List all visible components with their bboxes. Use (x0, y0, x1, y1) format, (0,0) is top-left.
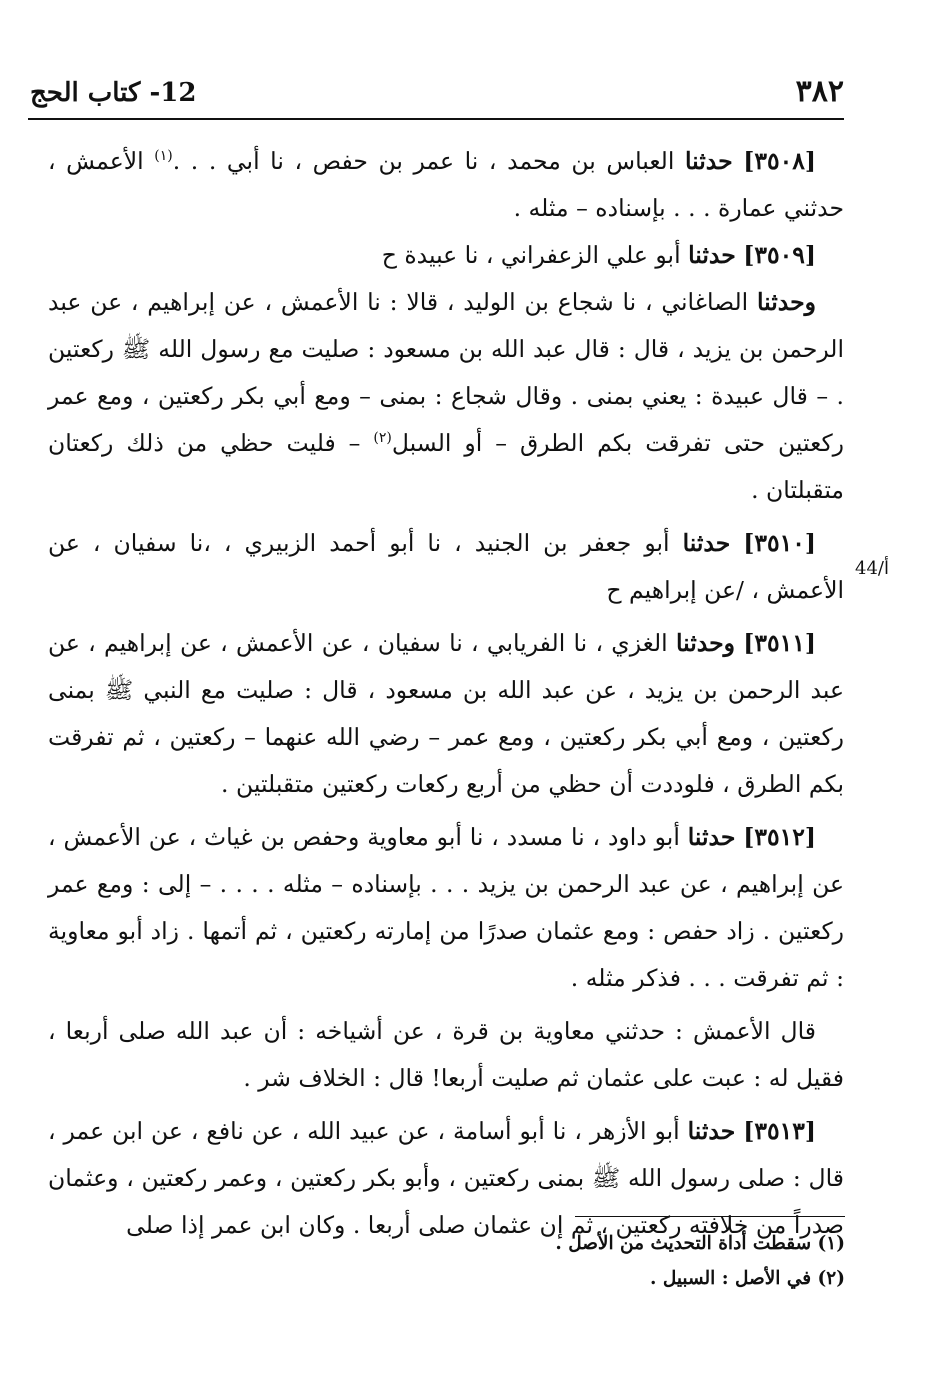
hadith-3510 (48, 520, 844, 614)
hadith-lead-word: وحدثنا (756, 288, 816, 316)
footnote-ref: (١) (154, 148, 173, 165)
hadith-text: أبو داود ، نا مسدد ، نا أبو معاوية وحفص بن غياث ، عن الأعمش ، عن إبراهيم ، عن عبد الرحمن بن يزيد . . . بإسناده – مثله . . . . – إلى : ومع عمر ركعتين . زاد حفص : ومع عثمان صدرًا من إمارته ركعتين ، ثم أتمها . زاد أبو معاوية : ثم تفرقت . . . فذكر مثله . (48, 823, 844, 992)
manuscript-folio-note: 44/أ (855, 558, 889, 579)
chapter-title: 12- كتاب الحج (30, 78, 197, 108)
hadith-number: [٣٥٠٩] (743, 241, 816, 269)
hadith-number: [٣٥١٣] (743, 1117, 816, 1145)
hadith-number: [٣٥١١] (743, 629, 816, 657)
hadith-text: الصاغاني ، نا شجاع بن الوليد ، قالا : نا الأعمش ، عن إبراهيم ، عن عبد الرحمن بن يزيد ، قال : قال عبد الله بن مسعود : صليت مع رسول الله ﷺ ركعتين . – قال عبيدة : يعني بمنى . وقال شجاع : بمنى – ومع أبي بكر ركعتين ، ومع عمر ركعتين حتى تفرقت بكم الطرق – أو السبل (48, 288, 844, 457)
hadith-3511 (48, 620, 844, 808)
hadith-text-body (48, 138, 844, 1249)
hadith-lead-word: حدثنا (688, 241, 736, 269)
hadith-lead-word: وحدثنا (675, 629, 735, 657)
hadith-chain: أبو جعفر بن الجنيد ، نا أبو أحمد الزبيري ، ،نا سفيان ، عن الأعمش ، /عن إبراهيم ح (48, 529, 844, 604)
hadith-chain-continued: الأعمش ، حدثني عمارة . . . بإسناده – مثله . (48, 147, 844, 222)
hadith-3509-continuation (48, 279, 844, 514)
hadith-number: [٣٥١٠] (743, 529, 816, 557)
footnote-1: (١) سقطت أداة التحديث من الأصل . (555, 1233, 845, 1254)
hadith-3512 (48, 814, 844, 1002)
hadith-text: الغزي ، نا الفريابي ، نا سفيان ، عن الأعمش ، عن إبراهيم ، عن عبد الرحمن بن يزيد ، عن عبد الله بن مسعود ، قال : صليت مع النبي ﷺ بمنى ركعتين ، ومع أبي بكر ركعتين ، ومع عمر – رضي الله عنهما – ركعتين ، ثم تفرقت بكم الطرق ، فلوددت أن حظي من أربع ركعات ركعتين متقبلتين . (48, 629, 844, 798)
hadith-lead-word: حدثنا (687, 823, 736, 851)
hadith-lead-word: حدثنا (684, 147, 733, 175)
commentary-text: قال الأعمش : حدثني معاوية بن قرة ، عن أشياخه : أن عبد الله صلى أربعا ، فقيل له : عبت على عثمان ثم صليت أربعا! قال : الخلاف شر . (48, 1017, 844, 1092)
footnote-2: (٢) في الأصل : السبيل . (649, 1268, 845, 1289)
footnote-ref: (٢) (373, 430, 392, 447)
page-header (28, 70, 844, 120)
hadith-text-continued: – فليت حظي من ذلك ركعتان متقبلتان . (48, 429, 844, 504)
hadith-3508 (48, 138, 844, 232)
hadith-chain: أبو علي الزعفراني ، نا عبيدة ح (381, 241, 681, 269)
hadith-lead-word: حدثنا (687, 1117, 736, 1145)
hadith-number: [٣٥١٢] (743, 823, 816, 851)
hadith-text: أبو الأزهر ، نا أبو أسامة ، عن عبيد الله ، عن نافع ، عن ابن عمر ، قال : صلى رسول الله ﷺ بمنى ركعتين ، وأبو بكر ركعتين ، وعمر ركعتين ، وعثمان صدراً من خلافته ركعتين ، ثم إن عثمان صلى أربعا . وكان ابن عمر إذا صلى (48, 1117, 844, 1239)
page-number: ٣٨٢ (795, 74, 844, 109)
hadith-number: [٣٥٠٨] (743, 147, 816, 175)
footnote-divider (575, 1216, 845, 1217)
footnotes (300, 1226, 845, 1296)
commentary-paragraph (48, 1008, 844, 1102)
hadith-3509 (48, 232, 844, 279)
hadith-lead-word: حدثنا (682, 529, 731, 557)
hadith-chain: العباس بن محمد ، نا عمر بن حفص ، نا أبي . . . (172, 147, 675, 175)
